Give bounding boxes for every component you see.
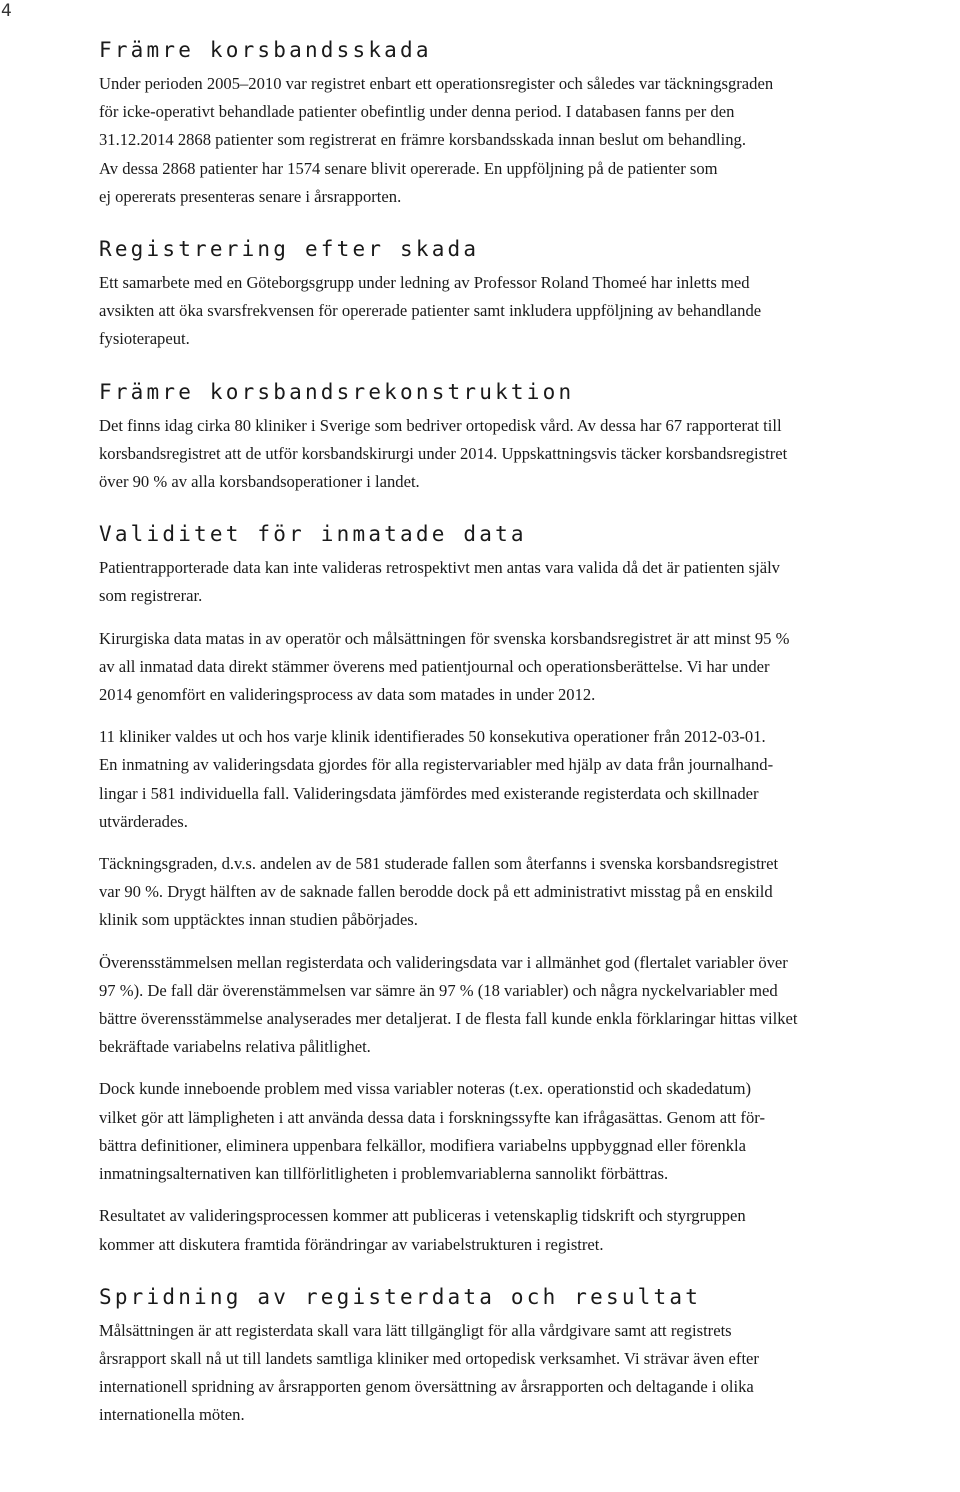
paragraph bbox=[99, 269, 959, 354]
text-line: ej opererats presenteras senare i årsrapporten. bbox=[99, 186, 402, 206]
text-line: utvärderades. bbox=[99, 811, 188, 831]
text-line: internationell spridning av årsrapporten genom översättning av årsrapporten och deltagande i olika bbox=[99, 1377, 754, 1397]
text-line: inmatningsalternativen kan tillförlitligheten i problemvariablerna sannolikt förbättras. bbox=[99, 1164, 669, 1184]
text-line: 11 kliniker valdes ut och hos varje klinik identifierades 50 konsekutiva operationer från 2012-03-01. bbox=[99, 727, 766, 747]
section-framre-korsbandsskada bbox=[99, 38, 959, 211]
paragraph bbox=[99, 625, 959, 710]
paragraph bbox=[99, 850, 959, 935]
text-line: klinik som upptäcktes innan studien påbörjades. bbox=[99, 910, 418, 930]
text-line: för icke-operativt behandlade patienter obefintlig under denna period. I databasen fanns per den bbox=[99, 102, 735, 122]
text-line: Målsättningen är att registerdata skall vara lätt tillgängligt för alla vårdgivare samt att registrets bbox=[99, 1320, 732, 1340]
paragraph bbox=[99, 949, 959, 1062]
section-registrering-efter-skada bbox=[99, 237, 959, 354]
text-line: internationella möten. bbox=[99, 1405, 245, 1425]
text-line: årsrapport skall nå ut till landets samtliga kliniker med ortopedisk verksamhet. Vi strävar även efter bbox=[99, 1348, 759, 1368]
section-heading: Validitet för inmatade data bbox=[99, 522, 527, 547]
text-line: Kirurgiska data matas in av operatör och målsättningen för svenska korsbandsregistret är att minst 95 % bbox=[99, 628, 790, 648]
text-line: 97 %). De fall där överenstämmelsen var sämre än 97 % (18 variabler) och några nyckelvariabler med bbox=[99, 980, 778, 1000]
section-framre-korsbandsrekonstruktion bbox=[99, 380, 959, 497]
document-body bbox=[99, 38, 959, 1430]
text-line: som registrerar. bbox=[99, 586, 203, 606]
text-line: avsikten att öka svarsfrekvensen för opererade patienter samt inkludera uppföljning av behandlande bbox=[99, 301, 762, 321]
section-spridning bbox=[99, 1285, 959, 1430]
text-line: Under perioden 2005–2010 var registret enbart ett operationsregister och således var täckningsgraden bbox=[99, 74, 774, 93]
text-line: Överensstämmelsen mellan registerdata och valideringsdata var i allmänhet god (flertalet variabler över bbox=[99, 952, 788, 972]
text-line: Av dessa 2868 patienter har 1574 senare blivit opererade. En uppföljning på de patienter som bbox=[99, 158, 718, 178]
section-heading: Registrering efter skada bbox=[99, 237, 480, 262]
text-line: vilket gör att lämpligheten i att använda dessa data i forskningssyfte kan ifrågasättas. Genom att för- bbox=[99, 1107, 765, 1127]
text-line: Resultatet av valideringsprocessen kommer att publiceras i vetenskaplig tidskrift och styrgruppen bbox=[99, 1206, 746, 1226]
text-line: Ett samarbete med en Göteborgsgrupp under ledning av Professor Roland Thomeé har inletts med bbox=[99, 273, 750, 293]
text-line: var 90 %. Drygt hälften av de saknade fallen berodde dock på ett administrativt misstag på en enskild bbox=[99, 882, 773, 902]
section-heading: Främre korsbandsrekonstruktion bbox=[99, 379, 575, 404]
text-line: av all inmatad data direkt stämmer överens med patientjournal och operationsberättelse. Vi har under bbox=[99, 656, 770, 676]
paragraph bbox=[99, 1202, 959, 1258]
text-line: över 90 % av alla korsbandsoperationer i landet. bbox=[99, 472, 420, 492]
text-line: Täckningsgraden, d.v.s. andelen av de 581 studerade fallen som återfanns i svenska korsbandsregistret bbox=[99, 854, 779, 874]
text-line: Patientrapporterade data kan inte valideras retrospektivt men antas vara valida då det är patienten själv bbox=[99, 558, 780, 578]
paragraph bbox=[99, 1317, 959, 1430]
text-line: korsbandsregistret att de utför korsbandskirurgi under 2014. Uppskattningsvis täcker korsbandsregistret bbox=[99, 443, 788, 463]
text-line: bättra definitioner, eliminera uppenbara felkällor, modifiera variabelns uppbyggnad eller förenkla bbox=[99, 1135, 746, 1155]
text-line: bekräftade variabelns relativa pålitlighet. bbox=[99, 1037, 371, 1057]
section-validitet bbox=[99, 522, 959, 1258]
text-line: En inmatning av valideringsdata gjordes för alla registervariabler med hjälp av data från journalhand- bbox=[99, 755, 774, 775]
text-line: kommer att diskutera framtida förändringar av variabelstrukturen i registret. bbox=[99, 1234, 604, 1254]
text-line: Dock kunde inneboende problem med vissa variabler noteras (t.ex. operationstid och skadedatum) bbox=[99, 1079, 752, 1099]
text-line: 31.12.2014 2868 patienter som registrerat en främre korsbandsskada innan beslut om behandling. bbox=[99, 130, 746, 150]
paragraph bbox=[99, 723, 959, 836]
paragraph bbox=[99, 1075, 959, 1188]
text-line: Det finns idag cirka 80 kliniker i Sverige som bedriver ortopedisk vård. Av dessa har 67 rapporterat till bbox=[99, 415, 782, 435]
section-heading: Främre korsbandsskada bbox=[99, 38, 432, 62]
paragraph bbox=[99, 412, 959, 497]
page-number: 4 bbox=[1, 1, 12, 21]
text-line: 2014 genomfört en valideringsprocess av data som matades in under 2012. bbox=[99, 685, 596, 705]
text-line: lingar i 581 individuella fall. Valideringsdata jämfördes med existerande registerdata och skillnader bbox=[99, 783, 759, 803]
section-heading: Spridning av registerdata och resultat bbox=[99, 1284, 702, 1309]
text-line: bättre överensstämmelse analyserades mer detaljerat. I de flesta fall kunde enkla förklaringar hittas vilket bbox=[99, 1009, 798, 1029]
text-line: fysioterapeut. bbox=[99, 329, 190, 349]
paragraph bbox=[99, 554, 959, 610]
paragraph bbox=[99, 70, 959, 211]
